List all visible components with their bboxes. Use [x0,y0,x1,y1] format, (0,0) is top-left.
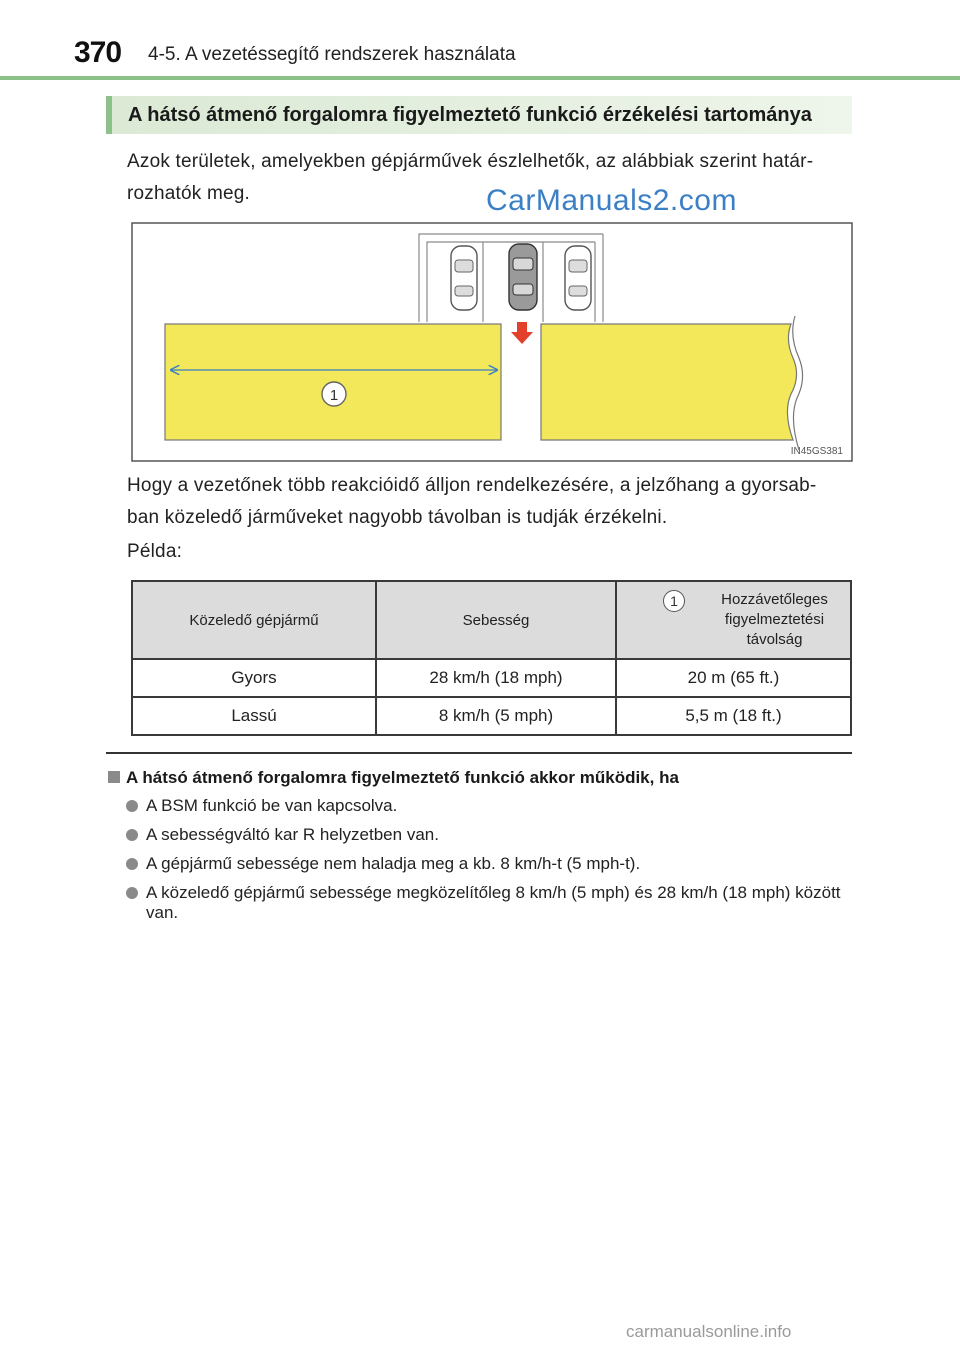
page-number: 370 [74,36,122,69]
conditions-list [126,796,856,932]
square-bullet-icon [108,771,120,783]
range-marker-label: 1 [329,387,339,404]
list-item-text: A sebességváltó kar R helyzetben van. [146,825,439,844]
bullet-dot-icon [126,800,138,812]
table-header-row [132,581,851,659]
diagram-code: IN45GS381 [790,446,843,457]
watermark-bottom: carmanualsonline.info [626,1322,792,1341]
list-item [126,854,856,874]
list-item-text: A közeledő gépjármű sebessége megközelítőleg 8 km/h (5 mph) és 28 km/h (18 mph) között van. [146,883,841,922]
intro-line-1: Azok területek, amelyekben gépjárművek észlelhetők, az alábbiak szerint határ- [127,151,814,172]
cell-distance: 5,5 m (18 ft.) [616,697,851,735]
parked-car-left [451,246,477,310]
list-item [126,883,856,923]
list-item-text: A gépjármű sebessége nem haladja meg a kb. 8 km/h-t (5 mph-t). [146,854,641,873]
bullet-dot-icon [126,829,138,841]
list-item [126,796,856,816]
cell-speed: 28 km/h (18 mph) [376,659,616,697]
watermark-top: CarManuals2.com [486,184,737,217]
reaction-paragraph [127,470,852,534]
warning-distance-table [131,580,852,736]
chapter-title: 4-5. A vezetéssegítő rendszerek használata [148,44,516,65]
header-speed: Sebesség [376,581,616,659]
section-heading: A hátsó átmenő forgalomra figyelmeztető funkció érzékelési tartománya [106,96,852,134]
cell-vehicle: Gyors [132,659,376,697]
list-item-text: A BSM funkció be van kapcsolva. [146,796,398,815]
example-label: Példa: [127,541,183,562]
header-marker: 1 [663,590,685,612]
reaction-line-2: ban közeledő járműveket nagyobb távolban is tudják érzékelni. [127,507,668,528]
cell-speed: 8 km/h (5 mph) [376,697,616,735]
intro-line-2: rozhatók meg. [127,183,250,204]
reaction-line-1: Hogy a vezetőnek több reakcióidő álljon rendelkezésére, a jelzőhang a gyorsab- [127,475,817,496]
conditions-heading [108,768,858,788]
detection-zone-right [541,324,797,440]
table-row [132,659,851,697]
header-warning-distance-text: Hozzávetőleges figyelmeztetési távolság [721,591,828,648]
header-warning-distance [616,581,851,659]
section-divider [106,752,852,754]
conditions-heading-text: A hátsó átmenő forgalomra figyelmeztető funkció akkor működik, ha [126,768,679,787]
reversing-car [509,244,537,310]
parked-car-right [565,246,591,310]
list-item [126,825,856,845]
table-row [132,697,851,735]
header-rule [0,76,960,80]
cell-vehicle: Lassú [132,697,376,735]
bullet-dot-icon [126,858,138,870]
bullet-dot-icon [126,887,138,899]
header-approaching-vehicle: Közeledő gépjármű [132,581,376,659]
cell-distance: 20 m (65 ft.) [616,659,851,697]
detection-range-diagram [131,222,853,462]
